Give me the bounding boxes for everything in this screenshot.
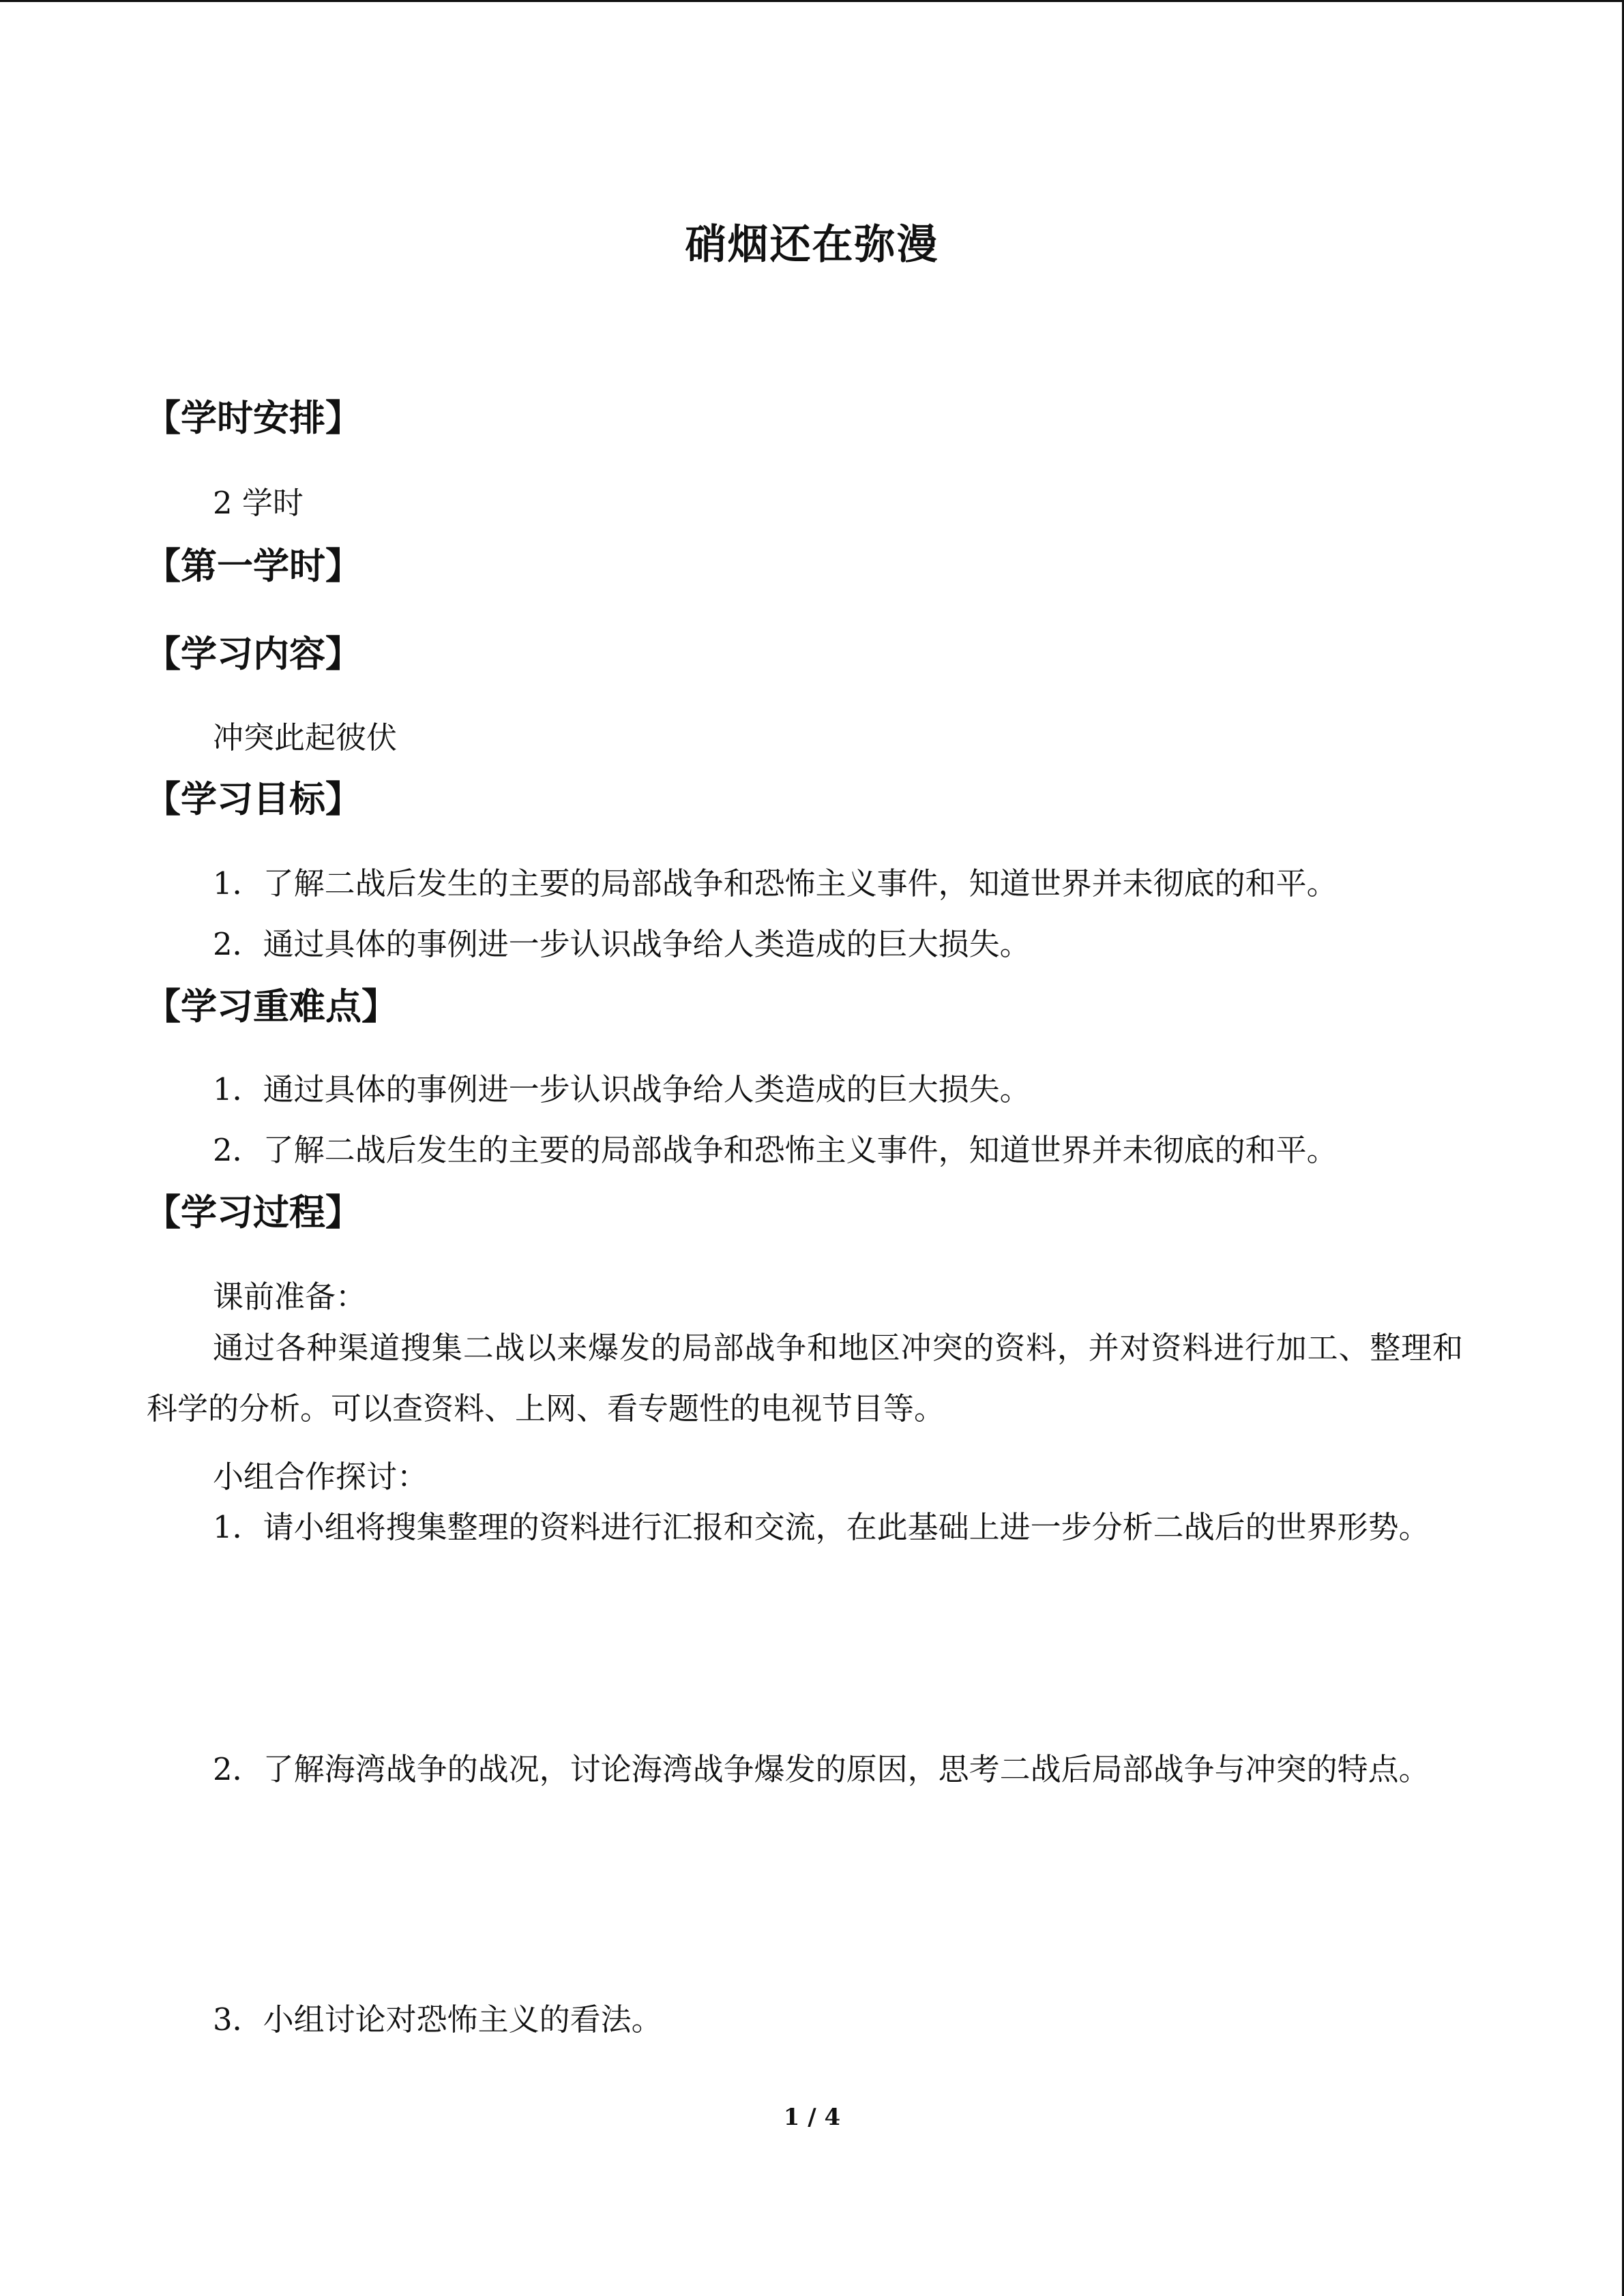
- key-point-item-2: 2．了解二战后发生的主要的局部战争和恐怖主义事件，知道世界并未彻底的和平。: [213, 1132, 1338, 1168]
- goal-item-1: 1．了解二战后发生的主要的局部战争和恐怖主义事件，知道世界并未彻底的和平。: [213, 865, 1338, 901]
- goal-item-2: 2．通过具体的事例进一步认识战争给人类造成的巨大损失。: [213, 926, 1031, 962]
- group-label: 小组合作探讨：: [213, 1459, 428, 1495]
- first-hour-heading: 【第一学时】: [145, 546, 361, 587]
- key-point-item-1: 1．通过具体的事例进一步认识战争给人类造成的巨大损失。: [213, 1071, 1031, 1107]
- schedule-value: 2 学时: [213, 485, 304, 521]
- page-title: 硝烟还在弥漫: [685, 221, 939, 269]
- content-value: 冲突此起彼伏: [213, 719, 398, 756]
- process-heading: 【学习过程】: [145, 1192, 361, 1234]
- content-heading: 【学习内容】: [145, 633, 361, 675]
- schedule-heading: 【学时安排】: [145, 398, 361, 439]
- prep-paragraph: 通过各种渠道搜集二战以来爆发的局部战争和地区冲突的资料，并对资料进行加工、整理和科学的分析。可以查资料、上网、看专题性的电视节目等。: [147, 1330, 1463, 1427]
- goals-heading: 【学习目标】: [145, 779, 361, 820]
- prep-label: 课前准备：: [213, 1279, 367, 1315]
- task-item-3: 3．小组讨论对恐怖主义的看法。: [213, 2001, 662, 2038]
- page-number: 1 / 4: [783, 2104, 841, 2131]
- task-item-2: 2．了解海湾战争的战况，讨论海湾战争爆发的原因，思考二战后局部战争与冲突的特点。: [213, 1751, 1430, 1787]
- key-points-heading: 【学习重难点】: [145, 986, 398, 1028]
- task-item-1: 1．请小组将搜集整理的资料进行汇报和交流，在此基础上进一步分析二战后的世界形势。: [213, 1509, 1430, 1545]
